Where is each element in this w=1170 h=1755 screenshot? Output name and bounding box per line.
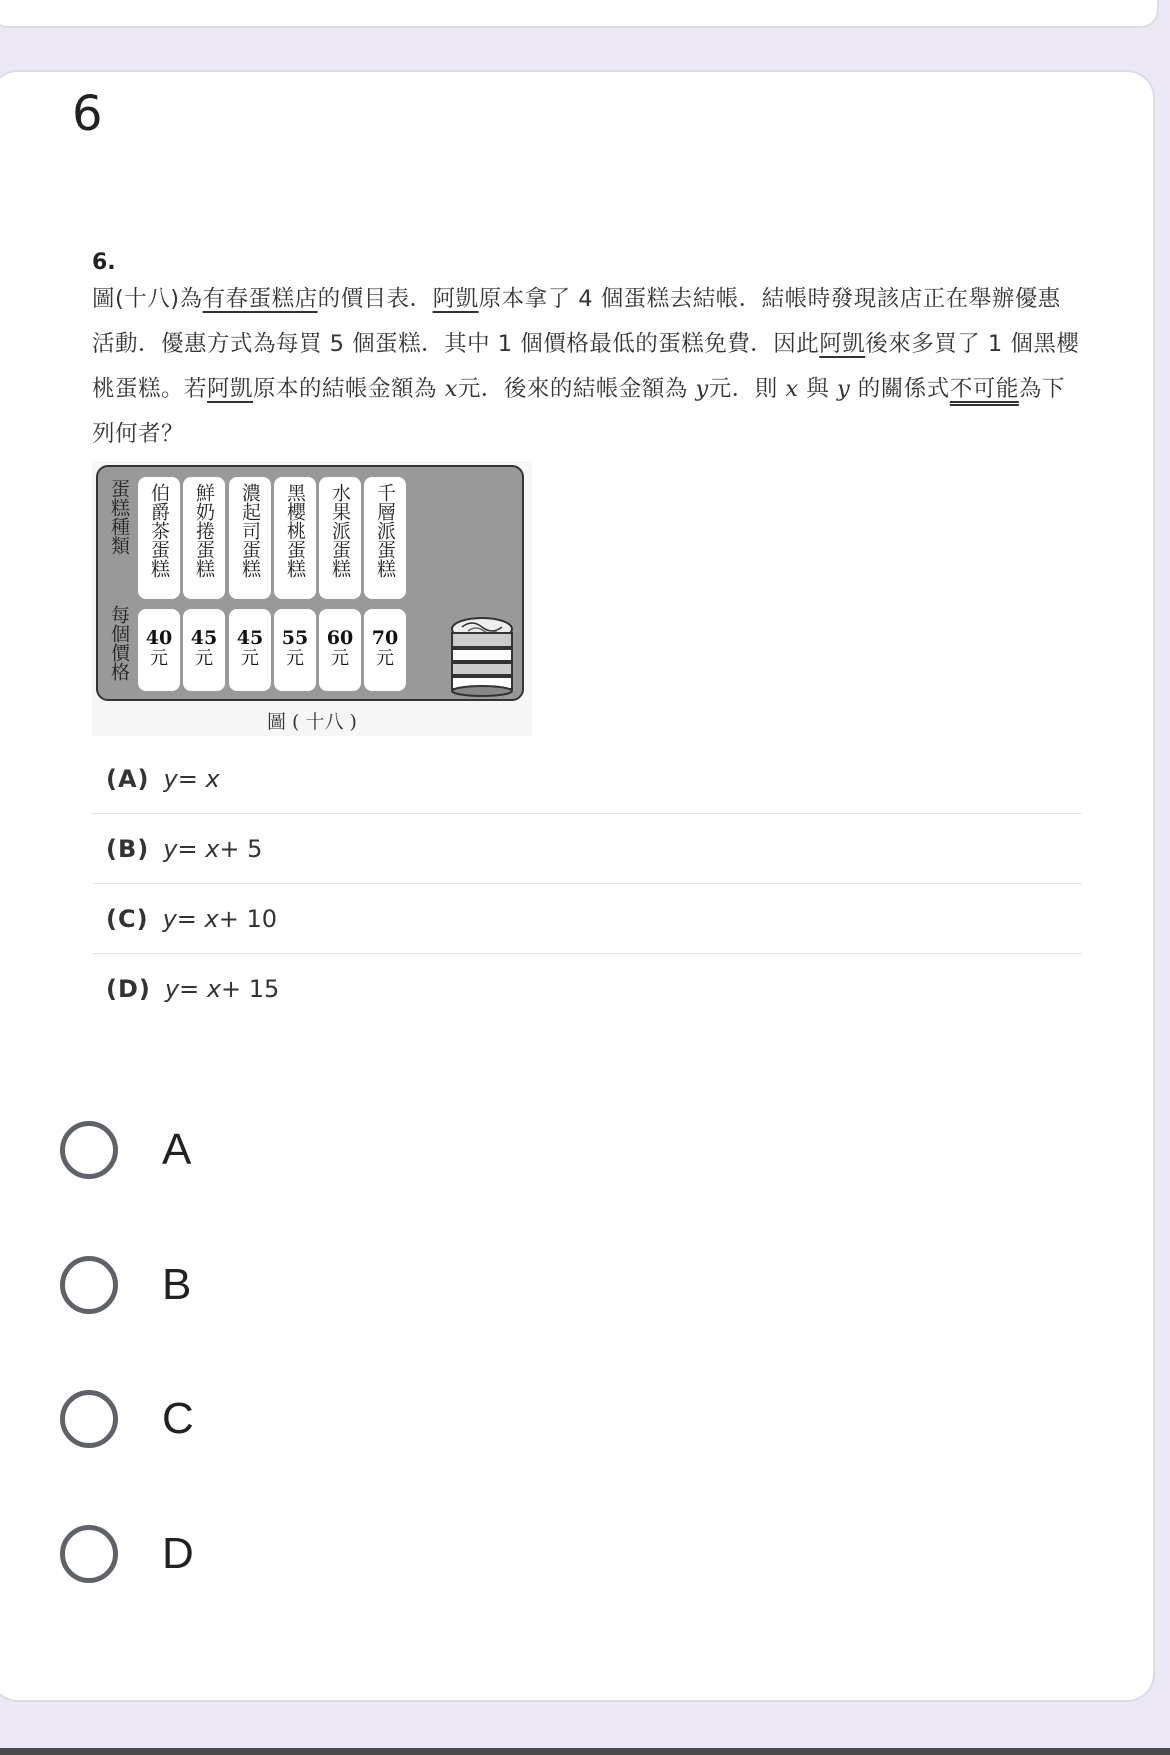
option-expression [165, 975, 279, 1003]
cake-name: 千層派蛋糕 [374, 483, 396, 578]
question-text-part: 的價目表． [317, 286, 433, 312]
cake-price: 70 [371, 627, 399, 649]
option-rhs-rest: + 10 [218, 904, 277, 933]
choice-label[interactable]: A [162, 1125, 192, 1174]
question-title: 6 [72, 86, 103, 142]
cake-name-cell [138, 477, 180, 599]
bottom-bar [0, 1748, 1170, 1755]
option-lhs: y [163, 764, 178, 793]
cake-name-cell [274, 477, 316, 599]
option-rhs-rest: + 15 [221, 974, 280, 1003]
cake-price: 55 [281, 627, 309, 649]
option-rhs-var: x [206, 974, 222, 1003]
cake-price-unit: 元 [376, 648, 394, 669]
question-text-part: 不可能 [949, 376, 1019, 402]
option-eq: = [177, 834, 198, 863]
cake-name-cell [229, 477, 271, 599]
cake-price: 40 [145, 627, 173, 649]
row-label-price: 每個價格 [108, 605, 130, 681]
option-eq: = [179, 974, 200, 1003]
option-lhs: y [163, 834, 178, 863]
option-lhs: y [164, 974, 180, 1003]
question-text-part: x [444, 376, 458, 402]
question-image [92, 250, 1082, 1023]
question-text-part: 為下列何者？ [92, 376, 1065, 447]
question-text-part: 後來多買了 1 個黑櫻桃蛋糕。若 [92, 331, 1080, 402]
question-text-part: 阿凱 [819, 331, 866, 357]
option-rhs-var: x [205, 764, 220, 793]
option-row [92, 954, 1082, 1023]
question-text-part: 阿凱 [432, 286, 479, 312]
choice-label[interactable]: D [162, 1529, 194, 1578]
cake-name-cell [183, 477, 225, 599]
choice-option-a[interactable] [60, 1115, 191, 1185]
option-letter: (D) [106, 974, 151, 1003]
option-row [92, 744, 1082, 814]
question-text-part: 元．則 [708, 376, 786, 402]
question-text-part: y [695, 376, 709, 402]
answer-options-list [92, 744, 1082, 1023]
option-expression [163, 905, 277, 933]
choice-option-b[interactable] [60, 1250, 191, 1320]
option-expression [163, 835, 262, 863]
cake-price-cell [274, 609, 316, 691]
cake-price-unit: 元 [241, 648, 259, 669]
cake-price: 60 [326, 627, 354, 649]
question-text-part: x [785, 376, 799, 402]
cake-price-cell [229, 609, 271, 691]
radio-button[interactable] [60, 1121, 118, 1179]
cake-name: 鮮奶捲蛋糕 [193, 483, 215, 578]
question-text-part: 原本的結帳金額為 [253, 376, 445, 402]
choice-option-c[interactable] [60, 1384, 194, 1454]
option-eq: = [177, 764, 198, 793]
row-label-cake-types: 蛋糕種類 [108, 479, 130, 555]
choice-option-d[interactable] [60, 1519, 194, 1589]
option-row [92, 814, 1082, 884]
choice-label[interactable]: C [162, 1394, 194, 1443]
cake-price-cell [319, 609, 361, 691]
cake-price-unit: 元 [286, 648, 304, 669]
cake-price-unit: 元 [331, 648, 349, 669]
cake-price-cell [364, 609, 406, 691]
cake-price-unit: 元 [195, 648, 213, 669]
cake-name: 黑櫻桃蛋糕 [284, 483, 306, 578]
radio-button[interactable] [60, 1525, 118, 1583]
price-table [96, 465, 524, 701]
question-text-part: y [836, 376, 851, 402]
cake-price-cell [138, 609, 180, 691]
question-text-part: 的關係式 [850, 376, 950, 402]
question-text-part: 有春蛋糕店 [202, 286, 318, 312]
figure-caption: 圖 ( 十八 ) [267, 711, 357, 733]
choice-label[interactable]: B [162, 1260, 192, 1309]
cake-name-cell [364, 477, 406, 599]
question-text-part: 與 [798, 376, 837, 402]
option-letter: (B) [106, 834, 150, 863]
cake-price: 45 [236, 627, 264, 649]
cake-name-cell [319, 477, 361, 599]
option-rhs-rest: + 5 [219, 834, 263, 863]
option-rhs-var: x [205, 834, 220, 863]
question-text-part: 元．後來的結帳金額為 [457, 376, 696, 402]
question-text-part: 原本拿了 4 個蛋糕去結帳．結帳時發現該店正在舉辦優惠活動．優惠方式為每買 5 個蛋糕．其中 1 個價格最低的蛋糕免費．因此 [92, 286, 1061, 357]
question-text-part: 阿凱 [207, 376, 254, 402]
cake-price-unit: 元 [150, 648, 168, 669]
option-expression [164, 765, 220, 793]
option-letter: (A) [106, 764, 150, 793]
question-number: 6. [92, 250, 116, 275]
cake-price-cell [183, 609, 225, 691]
cake-icon [448, 615, 516, 697]
cake-price: 45 [190, 627, 218, 649]
option-row [92, 884, 1082, 954]
option-eq: = [176, 904, 197, 933]
cake-name: 伯爵茶蛋糕 [148, 483, 170, 578]
option-letter: (C) [106, 904, 149, 933]
cake-name: 濃起司蛋糕 [239, 483, 261, 578]
question-text [92, 277, 1082, 457]
cake-name: 水果派蛋糕 [329, 483, 351, 578]
previous-question-card [0, 0, 1159, 28]
radio-button[interactable] [60, 1390, 118, 1448]
price-table-figure [92, 461, 532, 736]
option-rhs-var: x [204, 904, 219, 933]
question-text-part: 圖(十八)為 [92, 286, 203, 312]
radio-button[interactable] [60, 1256, 118, 1314]
option-lhs: y [162, 904, 177, 933]
